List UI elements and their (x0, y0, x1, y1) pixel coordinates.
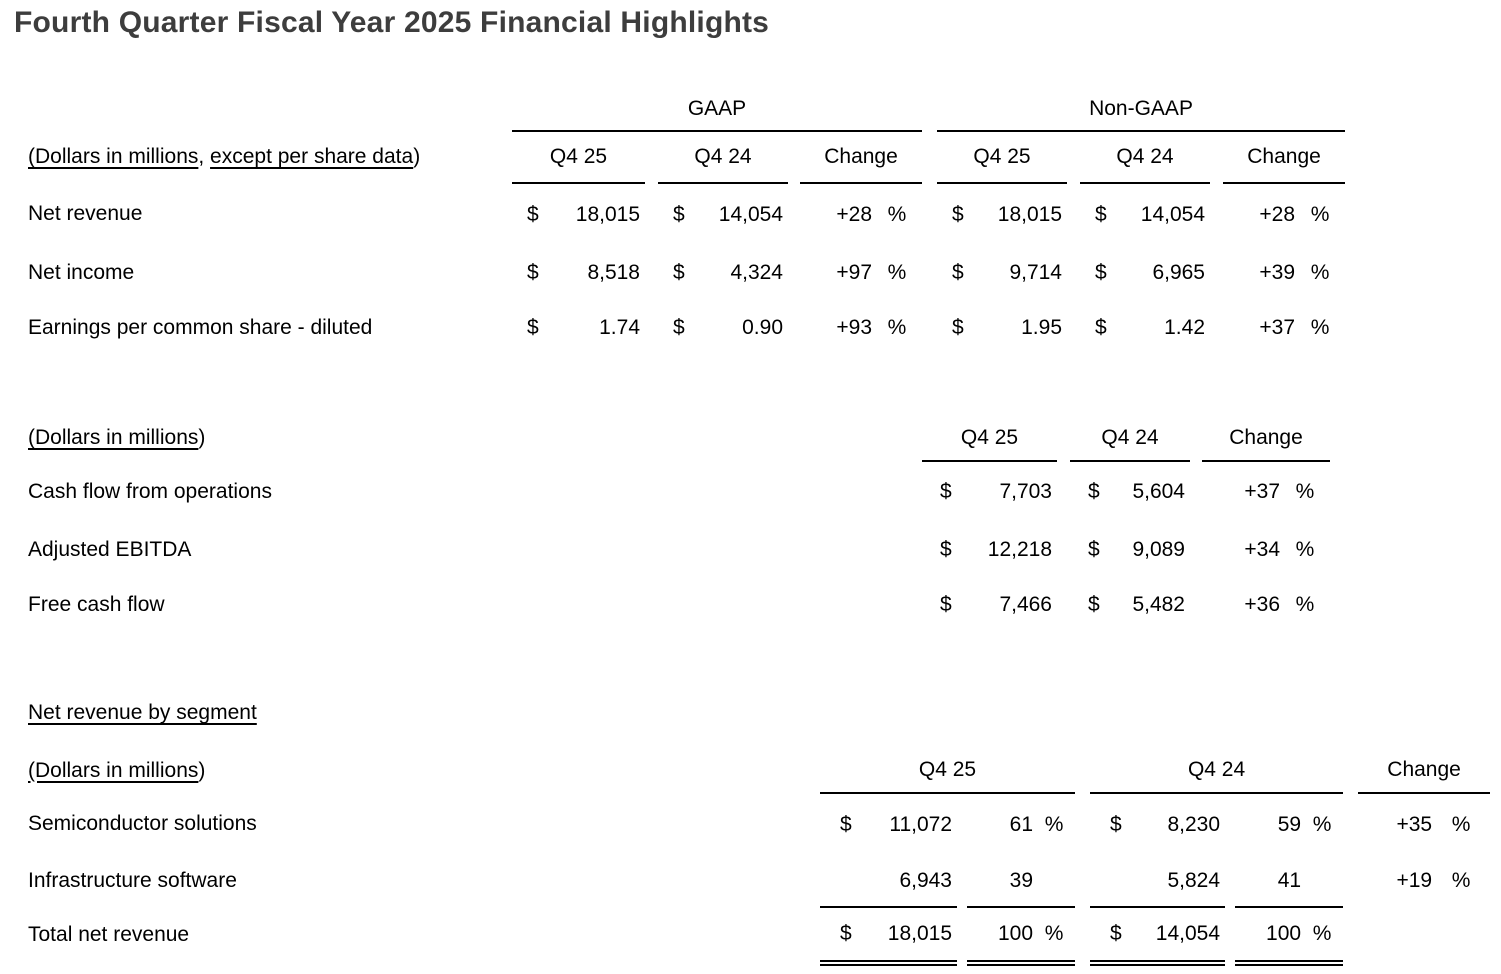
amount: 6,943 (899, 868, 952, 892)
change-amount: +39 (1259, 260, 1296, 284)
q4-25-amount (820, 907, 957, 963)
dollar-sign: $ (527, 315, 539, 339)
spacer (1075, 748, 1090, 793)
spacer (922, 131, 937, 183)
unit-label (28, 415, 922, 461)
spacer (1067, 183, 1080, 245)
spacer (1057, 522, 1070, 577)
q4-25-header: Q4 25 (922, 415, 1057, 461)
spacer (922, 183, 937, 245)
percent-value: 39 (1009, 868, 1034, 892)
change-value (1358, 855, 1490, 907)
row-label: Cash flow from operations (28, 479, 272, 503)
q4-25-value (922, 577, 1057, 632)
page-title: Fourth Quarter Fiscal Year 2025 Financial Highlights (14, 6, 770, 39)
gaap-change-value (800, 300, 922, 355)
table-row-cash-flow-ops (28, 461, 1330, 522)
q4-24-amount (1090, 855, 1225, 907)
percent-sign: % (1295, 537, 1315, 561)
row-label: Earnings per common share - diluted (28, 315, 373, 339)
gaap-q4-25-value (512, 300, 645, 355)
non-gaap-q4-24-header: Q4 24 (1080, 131, 1210, 183)
percent-sign: % (1310, 202, 1330, 226)
unit-label (28, 131, 512, 183)
dollar-sign: $ (952, 260, 964, 284)
q4-24-header: Q4 24 (1070, 415, 1190, 461)
q4-24-percent (1235, 855, 1343, 907)
dollar-sign: $ (952, 315, 964, 339)
change-amount: +34 (1244, 537, 1280, 561)
row-label: Total net revenue (28, 923, 190, 946)
gaap-change-value (800, 183, 922, 245)
non-gaap-change-header: Change (1223, 131, 1345, 183)
row-label: Infrastructure software (28, 869, 237, 892)
amount: 14,054 (718, 202, 783, 226)
amount: 0.90 (742, 315, 783, 339)
unit-label-close: ) (198, 426, 206, 449)
amount: 8,230 (1167, 812, 1221, 836)
amount: 18,015 (575, 202, 640, 226)
table-row-adjusted-ebitda (28, 522, 1330, 577)
spacer (788, 131, 800, 183)
change-value (1358, 793, 1490, 855)
amount: 1.95 (1021, 315, 1062, 339)
non-gaap-change-value (1223, 183, 1345, 245)
change-amount: +28 (1259, 202, 1296, 226)
non-gaap-q4-25-value (937, 245, 1067, 300)
amount: 1.74 (599, 315, 640, 339)
unit-label-close: ) (198, 758, 206, 782)
amount: 18,015 (887, 922, 952, 945)
spacer (1190, 577, 1202, 632)
spacer (1210, 131, 1223, 183)
amount: 11,072 (889, 812, 952, 836)
spacer (1343, 855, 1358, 907)
row-label: Free cash flow (28, 592, 165, 616)
percent-value: 59 (1277, 812, 1302, 836)
change-value (1202, 461, 1330, 522)
q4-24-percent (1235, 793, 1343, 855)
dollar-sign: $ (527, 260, 539, 284)
dollar-sign: $ (952, 202, 964, 226)
dollar-sign: $ (840, 922, 852, 945)
amount: 14,054 (1155, 922, 1221, 945)
segment-revenue-table (28, 748, 1490, 966)
percent-sign: % (1312, 922, 1332, 945)
dollar-sign: $ (940, 537, 952, 561)
spacer (1210, 300, 1223, 355)
gaap-change-header: Change (800, 131, 922, 183)
group-header-row (28, 88, 1345, 131)
amount: 14,054 (1140, 202, 1205, 226)
dollar-sign: $ (673, 202, 685, 226)
percent-sign: % (1295, 480, 1315, 503)
non-gaap-q4-25-value (937, 300, 1067, 355)
percent-sign: % (1295, 592, 1315, 616)
change-value (1202, 577, 1330, 632)
dollar-sign: $ (1088, 537, 1100, 561)
spacer (1190, 461, 1202, 522)
spacer (1343, 793, 1358, 855)
column-header-row (28, 748, 1490, 793)
amount: 7,466 (999, 592, 1052, 616)
spacer (1225, 793, 1235, 855)
q4-24-value (1070, 577, 1190, 632)
table-row-net-income (28, 245, 1345, 300)
percent-value: 61 (1009, 812, 1034, 836)
table-row-total-net-revenue (28, 907, 1490, 963)
percent-sign: % (1310, 315, 1330, 339)
non-gaap-q4-25-value (937, 183, 1067, 245)
percent-sign: % (1451, 869, 1471, 892)
change-amount: +35 (1396, 812, 1433, 836)
non-gaap-group-header: Non-GAAP (937, 88, 1345, 131)
unit-label-tail: except per share data (210, 145, 414, 168)
percent-sign: % (887, 202, 907, 226)
unit-label-separator: , (198, 145, 211, 168)
spacer (1067, 131, 1080, 183)
spacer (645, 131, 658, 183)
unit-label (28, 748, 820, 793)
q4-24-percent (1235, 907, 1343, 963)
spacer (1067, 245, 1080, 300)
change-amount: +93 (836, 315, 872, 339)
q4-25-percent (967, 907, 1075, 963)
spacer (1075, 855, 1090, 907)
amount: 5,482 (1132, 592, 1185, 616)
dollar-sign: $ (1110, 812, 1122, 836)
amount: 12,218 (987, 537, 1052, 561)
amount: 4,324 (730, 260, 783, 284)
q4-25-percent (967, 855, 1075, 907)
percent-sign: % (1451, 812, 1471, 836)
row-label: Semiconductor solutions (28, 812, 257, 835)
gaap-change-value (800, 245, 922, 300)
change-amount: +36 (1244, 592, 1280, 616)
spacer (1075, 907, 1090, 963)
empty-cell (28, 88, 512, 131)
spacer (1343, 907, 1358, 963)
table-row-net-revenue (28, 183, 1345, 245)
spacer (922, 245, 937, 300)
percent-sign: % (887, 315, 907, 339)
amount: 7,703 (999, 480, 1052, 503)
spacer (1210, 245, 1223, 300)
table-row-free-cash-flow (28, 577, 1330, 632)
unit-label-close: ) (413, 145, 421, 168)
non-gaap-change-value (1223, 300, 1345, 355)
q4-25-amount (820, 793, 957, 855)
table-row-eps-diluted (28, 300, 1345, 355)
q4-25-percent (967, 793, 1075, 855)
spacer (645, 300, 658, 355)
dollar-sign: $ (940, 592, 952, 616)
q4-24-header: Q4 24 (1090, 748, 1343, 793)
percent-sign: % (1310, 260, 1330, 284)
q4-24-value (1070, 461, 1190, 522)
change-amount: +37 (1259, 315, 1296, 339)
percent-sign: % (1044, 922, 1064, 945)
spacer (1057, 415, 1070, 461)
unit-label-open: (Dollars in millions (28, 145, 199, 168)
dollar-sign: $ (527, 202, 539, 226)
gaap-q4-25-value (512, 245, 645, 300)
spacer (788, 245, 800, 300)
gaap-q4-24-header: Q4 24 (658, 131, 788, 183)
change-amount: +28 (836, 202, 872, 226)
spacer (1343, 748, 1358, 793)
change-value (1202, 522, 1330, 577)
column-header-row (28, 131, 1345, 183)
amount: 6,965 (1152, 260, 1205, 284)
dollar-sign: $ (673, 315, 685, 339)
change-amount: +37 (1244, 480, 1280, 503)
amount: 9,714 (1009, 260, 1062, 284)
change-value (1358, 907, 1490, 963)
unit-label-text: (Dollars in millions (28, 426, 199, 449)
segment-section-title: Net revenue by segment (28, 701, 257, 724)
percent-sign: % (1044, 812, 1064, 836)
non-gaap-change-value (1223, 245, 1345, 300)
amount: 1.42 (1164, 315, 1205, 339)
gaap-nongaap-table (28, 88, 1345, 355)
spacer (1057, 461, 1070, 522)
spacer (1225, 855, 1235, 907)
dollar-sign: $ (1095, 315, 1107, 339)
spacer (1057, 577, 1070, 632)
spacer (788, 183, 800, 245)
spacer (1075, 793, 1090, 855)
dollar-sign: $ (940, 480, 952, 503)
change-header: Change (1202, 415, 1330, 461)
spacer (1190, 522, 1202, 577)
gaap-group-header: GAAP (512, 88, 922, 131)
spacer (788, 300, 800, 355)
change-amount: +97 (836, 260, 872, 284)
amount: 5,604 (1132, 480, 1185, 503)
non-gaap-q4-24-value (1080, 300, 1210, 355)
percent-value: 100 (997, 922, 1034, 945)
change-amount: +19 (1396, 869, 1433, 892)
cash-flow-table (28, 415, 1330, 632)
dollar-sign: $ (1110, 922, 1122, 945)
q4-25-amount (820, 855, 957, 907)
percent-value: 41 (1277, 868, 1302, 892)
amount: 5,824 (1167, 868, 1221, 892)
q4-25-value (922, 461, 1057, 522)
non-gaap-q4-24-value (1080, 245, 1210, 300)
amount: 18,015 (997, 202, 1062, 226)
dollar-sign: $ (1088, 592, 1100, 616)
q4-25-header: Q4 25 (820, 748, 1075, 793)
change-header: Change (1358, 748, 1490, 793)
non-gaap-q4-24-value (1080, 183, 1210, 245)
gaap-q4-25-value (512, 183, 645, 245)
dollar-sign: $ (1088, 480, 1100, 503)
spacer (645, 183, 658, 245)
non-gaap-q4-25-header: Q4 25 (937, 131, 1067, 183)
row-label: Net revenue (28, 202, 143, 225)
table-row-semiconductor-solutions (28, 793, 1490, 855)
row-label: Adjusted EBITDA (28, 537, 192, 561)
spacer (1225, 907, 1235, 963)
spacer (957, 855, 967, 907)
amount: 9,089 (1132, 537, 1185, 561)
spacer (957, 907, 967, 963)
spacer (922, 300, 937, 355)
dollar-sign: $ (673, 260, 685, 284)
spacer (1067, 300, 1080, 355)
spacer (957, 793, 967, 855)
q4-25-value (922, 522, 1057, 577)
gaap-q4-24-value (658, 300, 788, 355)
percent-value: 100 (1266, 922, 1302, 945)
gaap-q4-24-value (658, 245, 788, 300)
row-label: Net income (28, 260, 135, 284)
q4-24-value (1070, 522, 1190, 577)
dollar-sign: $ (1095, 202, 1107, 226)
unit-label-text: (Dollars in millions (28, 758, 199, 782)
dollar-sign: $ (1095, 260, 1107, 284)
gaap-q4-24-value (658, 183, 788, 245)
spacer (1210, 183, 1223, 245)
spacer (645, 245, 658, 300)
gaap-q4-25-header: Q4 25 (512, 131, 645, 183)
table-row-infrastructure-software (28, 855, 1490, 907)
q4-24-amount (1090, 907, 1225, 963)
q4-24-amount (1090, 793, 1225, 855)
amount: 8,518 (587, 260, 640, 284)
percent-sign: % (887, 260, 907, 284)
spacer (1190, 415, 1202, 461)
percent-sign: % (1312, 812, 1332, 836)
spacer (922, 88, 937, 131)
column-header-row (28, 415, 1330, 461)
dollar-sign: $ (840, 812, 852, 836)
